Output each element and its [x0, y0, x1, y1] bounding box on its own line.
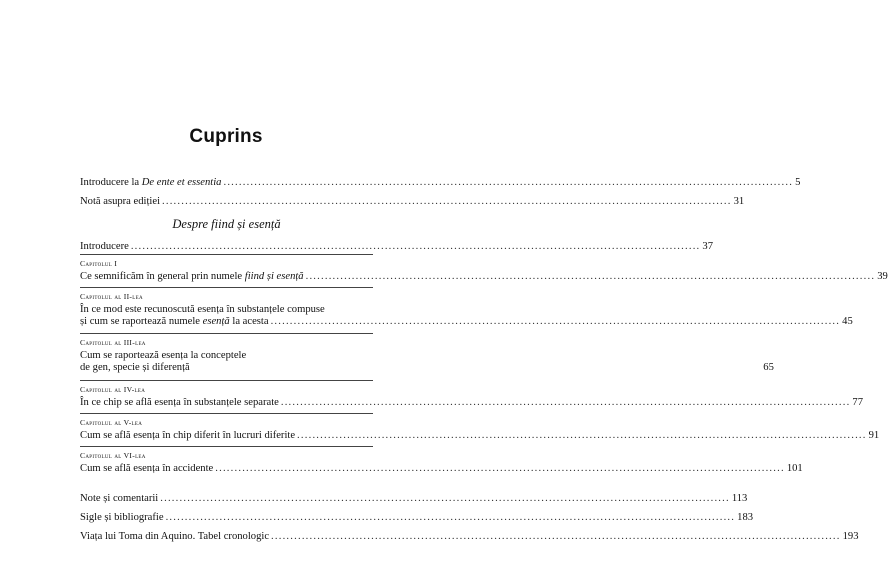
toc-entry-chapter-4[interactable]	[80, 397, 864, 409]
divider	[80, 446, 373, 447]
toc-page-number: 39	[877, 271, 888, 282]
toc-entry-label: și cum se raportează numele esență la acesta	[80, 316, 269, 327]
toc-entry-chapter-6[interactable]	[80, 463, 803, 475]
toc-entry-introduction-de-ente[interactable]	[80, 177, 801, 189]
toc-entry-line: În ce mod este recunoscută esența în substanțele compuse	[80, 304, 325, 315]
toc-page-number: 113	[731, 493, 748, 504]
toc-entry-label: În ce chip se află esența în substanțele separate	[80, 397, 279, 408]
chapter-label: Capitolul al II-lea	[80, 292, 143, 301]
toc-page-number: 91	[868, 430, 880, 441]
chapter-label: Capitolul al VI-lea	[80, 451, 146, 460]
leader-dots: ....................................................................................................................................................	[305, 271, 876, 282]
toc-entry-chapter-3[interactable]	[80, 362, 774, 374]
chapter-label: Capitolul al V-lea	[80, 418, 143, 427]
leader-dots: ....................................................................................................................................................	[160, 493, 730, 504]
toc-entry-nota-asupra-editiei[interactable]	[80, 196, 745, 208]
leader-dots: ....................................................................................................................................................	[223, 177, 794, 188]
toc-entry-label: Notă asupra ediției	[80, 196, 161, 207]
leader-dots: ....................................................................................................................................................	[280, 397, 851, 408]
toc-page-number: 183	[737, 512, 754, 523]
leader-dots: ....................................................................................................................................................	[270, 316, 841, 327]
toc-entry-label: Ce semnificăm în general prin numele fiind și esență	[80, 271, 304, 282]
toc-entry-note[interactable]	[80, 493, 748, 505]
page-title: Cuprins	[189, 126, 263, 147]
chapter-label: Capitolul al IV-lea	[80, 385, 146, 394]
chapter-label: Capitolul al III-lea	[80, 338, 146, 347]
divider	[80, 254, 373, 255]
toc-entry-label: Cum se află esența în chip diferit în lucruri diferite	[80, 430, 296, 441]
toc-entry-line: Cum se raportează esența la conceptele	[80, 350, 247, 361]
toc-entry-label: de gen, specie și diferență	[80, 362, 190, 373]
chapter-label: Capitolul I	[80, 259, 118, 268]
divider	[80, 380, 373, 381]
toc-page-number: 37	[702, 241, 713, 252]
toc-entry-label: Cum se află esența în accidente	[80, 463, 214, 474]
divider	[80, 287, 373, 288]
toc-entry-introducere[interactable]	[80, 241, 713, 253]
leader-dots: ....................................................................................................................................................	[130, 241, 701, 252]
toc-entry-chapter-5[interactable]	[80, 430, 880, 442]
toc-page-number: 31	[733, 196, 745, 207]
toc-entry-viata[interactable]	[80, 531, 859, 543]
toc-entry-label: Viața lui Toma din Aquino. Tabel cronologic	[80, 531, 270, 542]
toc-entry-label: Introducere	[80, 241, 129, 252]
toc-entry-label: Note și comentarii	[80, 493, 159, 504]
leader-dots: ....................................................................................................................................................	[297, 430, 867, 441]
leader-dots: ....................................................................................................................................................	[165, 512, 736, 523]
divider	[80, 413, 373, 414]
toc-page-number: 77	[852, 397, 864, 408]
toc-entry-label: Introducere la De ente et essentia	[80, 177, 222, 188]
toc-entry-sigle[interactable]	[80, 512, 754, 524]
leader-dots: ....................................................................................................................................................	[215, 463, 785, 474]
toc-entry-chapter-1[interactable]	[80, 271, 888, 283]
section-title: Despre fiind și esență	[172, 217, 281, 231]
leader-dots: ....................................................................................................................................................	[271, 531, 841, 542]
toc-page-number: 65	[763, 362, 774, 373]
toc-page-number: 193	[842, 531, 859, 542]
toc-page-number: 5	[795, 177, 801, 188]
toc-page-number: 101	[786, 463, 803, 474]
toc-page-number: 45	[842, 316, 853, 327]
leader-dots: ....................................................................................................................................................	[162, 196, 732, 207]
divider	[80, 333, 373, 334]
toc-entry-label: Sigle și bibliografie	[80, 512, 164, 523]
toc-entry-chapter-2[interactable]	[80, 316, 853, 328]
